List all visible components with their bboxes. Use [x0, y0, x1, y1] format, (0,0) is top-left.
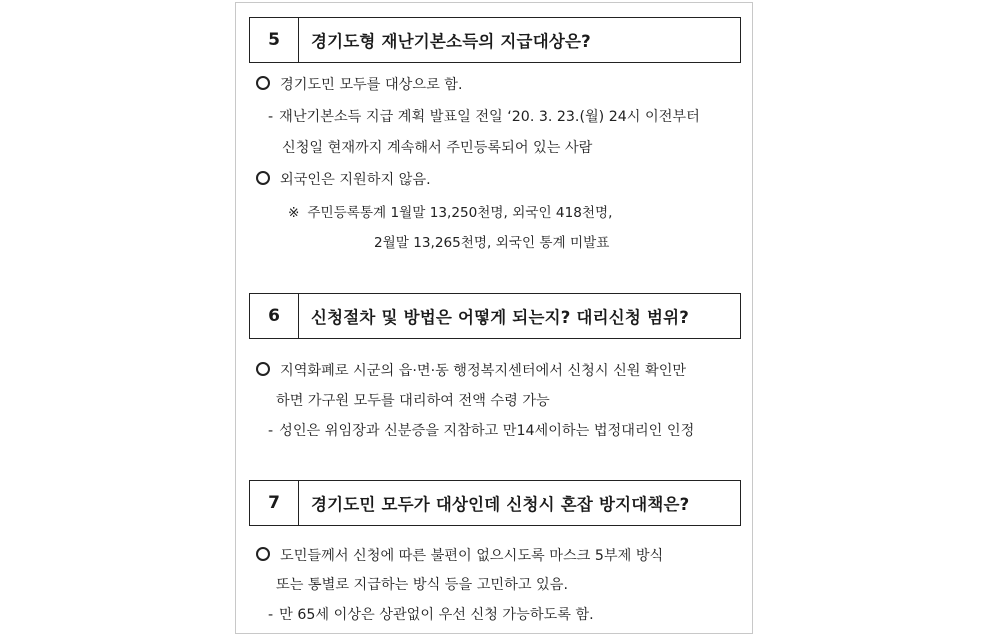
note-line-continued: 2월말 13,265천명, 외국인 통계 미발표: [374, 235, 610, 251]
note-mark: ※: [288, 205, 300, 221]
answer-sub-item: [268, 420, 694, 440]
question-box-7: [249, 480, 741, 526]
circle-bullet-icon: [256, 76, 270, 90]
circle-bullet-icon: [256, 547, 270, 561]
answer-text: 재난기본소득 지급 계획 발표일 전일 ‘20. 3. 23.(월) 24시 이전부터: [279, 109, 700, 125]
note-line: [288, 201, 612, 221]
answer-bullet: [256, 360, 686, 380]
question-number: 5: [250, 18, 299, 62]
answer-bullet: [256, 545, 663, 565]
circle-bullet-icon: [256, 362, 270, 376]
document-page: [235, 2, 753, 634]
question-title: 경기도민 모두가 대상인데 신청시 혼잡 방지대책은?: [311, 495, 690, 514]
dash-marker: -: [268, 109, 274, 125]
answer-sub-item-continued: 신청일 현재까지 계속해서 주민등록되어 있는 사람: [282, 140, 593, 156]
note-text: 주민등록통계 1월말 13,250천명, 외국인 418천명,: [307, 205, 613, 221]
question-title: 신청절차 및 방법은 어떻게 되는지? 대리신청 범위?: [311, 308, 689, 327]
answer-text: 만 65세 이상은 상관없이 우선 신청 가능하도록 함.: [279, 607, 594, 623]
answer-text: 지역화폐로 시군의 읍·면·동 행정복지센터에서 신청시 신원 확인만: [280, 363, 687, 379]
answer-bullet: [256, 74, 463, 94]
answer-text: 경기도민 모두를 대상으로 함.: [280, 77, 463, 93]
answer-text: 성인은 위임장과 신분증을 지참하고 만14세이하는 법정대리인 인정: [279, 423, 695, 439]
dash-marker: -: [268, 423, 274, 439]
question-box-6: [249, 293, 741, 339]
question-title: 경기도형 재난기본소득의 지급대상은?: [311, 32, 591, 51]
answer-bullet-continued: 하면 가구원 모두를 대리하여 전액 수령 가능: [276, 393, 550, 409]
answer-sub-item: [268, 106, 700, 126]
question-number: 6: [250, 294, 299, 338]
answer-text: 도민들께서 신청에 따른 불편이 없으시도록 마스크 5부제 방식: [280, 548, 664, 564]
circle-bullet-icon: [256, 171, 270, 185]
answer-bullet-continued: 또는 통별로 지급하는 방식 등을 고민하고 있음.: [276, 577, 568, 593]
dash-marker: -: [268, 607, 274, 623]
question-number: 7: [250, 481, 299, 525]
answer-text: 외국인은 지원하지 않음.: [280, 172, 431, 188]
answer-sub-item: [268, 604, 594, 624]
answer-bullet: [256, 169, 431, 189]
question-box-5: [249, 17, 741, 63]
